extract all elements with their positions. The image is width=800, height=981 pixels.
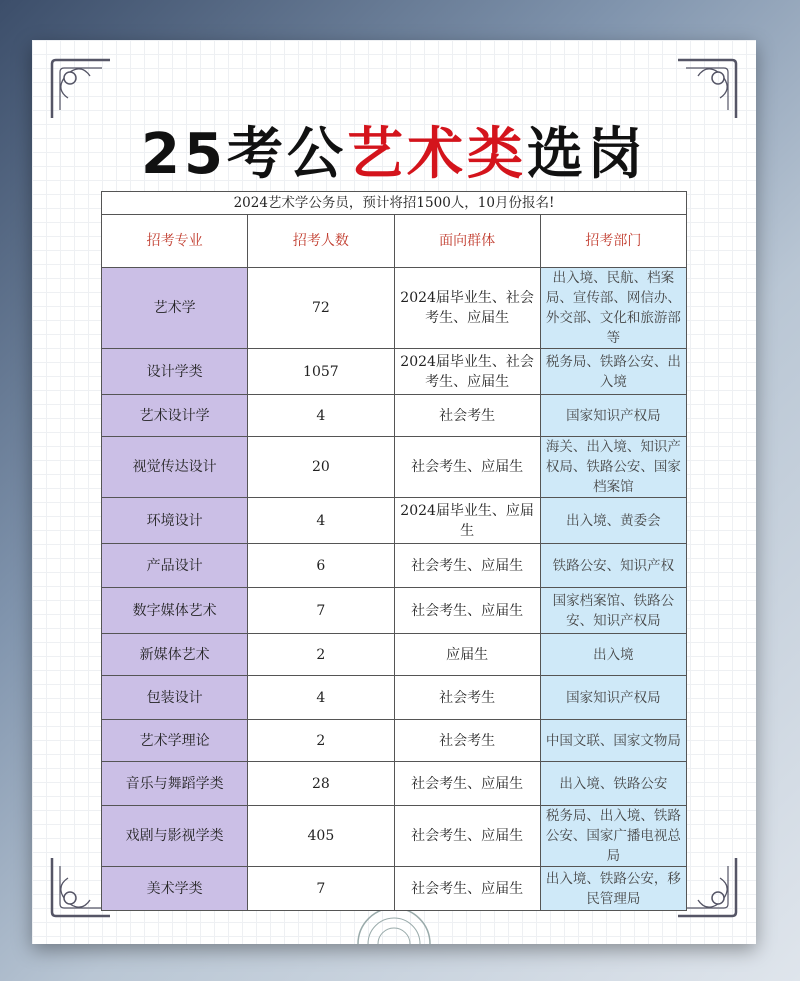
major-cell: 艺术学 <box>102 268 248 349</box>
count-cell: 4 <box>248 676 394 720</box>
table-header-row <box>102 215 687 268</box>
count-cell: 7 <box>248 867 394 911</box>
major-cell: 新媒体艺术 <box>102 634 248 676</box>
dept-cell: 中国文联、国家文物局 <box>540 720 686 762</box>
recruitment-table <box>101 191 687 911</box>
major-cell: 设计学类 <box>102 349 248 395</box>
major-cell: 美术学类 <box>102 867 248 911</box>
group-cell: 2024届毕业生、应届生 <box>394 498 540 544</box>
dept-cell: 海关、出入境、知识产权局、铁路公安、国家档案馆 <box>540 437 686 498</box>
count-cell: 20 <box>248 437 394 498</box>
group-cell: 社会考生、应届生 <box>394 762 540 806</box>
major-cell: 数字媒体艺术 <box>102 588 248 634</box>
dept-cell: 国家档案馆、铁路公安、知识产权局 <box>540 588 686 634</box>
dept-cell: 出入境、铁路公安 <box>540 762 686 806</box>
table-row <box>102 544 687 588</box>
dept-cell: 出入境 <box>540 634 686 676</box>
header-major: 招考专业 <box>102 215 248 268</box>
dept-cell: 税务局、出入境、铁路公安、国家广播电视总局 <box>540 806 686 867</box>
major-cell: 产品设计 <box>102 544 248 588</box>
table-row <box>102 349 687 395</box>
title-part-accent: 艺术类 <box>346 122 527 187</box>
dept-cell: 出入境、黄委会 <box>540 498 686 544</box>
group-cell: 社会考生 <box>394 676 540 720</box>
count-cell: 72 <box>248 268 394 349</box>
dept-cell: 国家知识产权局 <box>540 395 686 437</box>
major-cell: 环境设计 <box>102 498 248 544</box>
count-cell: 4 <box>248 498 394 544</box>
table-row <box>102 867 687 911</box>
group-cell: 社会考生 <box>394 720 540 762</box>
table-row <box>102 588 687 634</box>
group-cell: 社会考生、应届生 <box>394 806 540 867</box>
major-cell: 戏剧与影视学类 <box>102 806 248 867</box>
group-cell: 社会考生、应届生 <box>394 437 540 498</box>
table-row <box>102 498 687 544</box>
table-row <box>102 395 687 437</box>
header-dept: 招考部门 <box>540 215 686 268</box>
table-caption: 2024艺术学公务员，预计将招1500人，10月份报名! <box>102 192 687 215</box>
table-row <box>102 437 687 498</box>
count-cell: 6 <box>248 544 394 588</box>
dept-cell: 出入境、民航、档案局、宣传部、网信办、外交部、文化和旅游部等 <box>540 268 686 349</box>
table-row <box>102 268 687 349</box>
major-cell: 音乐与舞蹈学类 <box>102 762 248 806</box>
count-cell: 7 <box>248 588 394 634</box>
dept-cell: 国家知识产权局 <box>540 676 686 720</box>
table-row <box>102 634 687 676</box>
count-cell: 2 <box>248 634 394 676</box>
major-cell: 视觉传达设计 <box>102 437 248 498</box>
table-row <box>102 676 687 720</box>
table-row <box>102 720 687 762</box>
major-cell: 艺术设计学 <box>102 395 248 437</box>
count-cell: 2 <box>248 720 394 762</box>
document-card <box>32 40 756 944</box>
table-caption-row <box>102 192 687 215</box>
header-group: 面向群体 <box>394 215 540 268</box>
dept-cell: 铁路公安、知识产权 <box>540 544 686 588</box>
title-part-3: 选岗 <box>526 122 647 187</box>
table-row <box>102 762 687 806</box>
group-cell: 社会考生 <box>394 395 540 437</box>
group-cell: 社会考生、应届生 <box>394 544 540 588</box>
group-cell: 2024届毕业生、社会考生、应届生 <box>394 268 540 349</box>
count-cell: 28 <box>248 762 394 806</box>
group-cell: 应届生 <box>394 634 540 676</box>
group-cell: 2024届毕业生、社会考生、应届生 <box>394 349 540 395</box>
group-cell: 社会考生、应届生 <box>394 588 540 634</box>
header-count: 招考人数 <box>248 215 394 268</box>
dept-cell: 出入境、铁路公安，移民管理局 <box>540 867 686 911</box>
major-cell: 艺术学理论 <box>102 720 248 762</box>
group-cell: 社会考生、应届生 <box>394 867 540 911</box>
count-cell: 405 <box>248 806 394 867</box>
table-row <box>102 806 687 867</box>
major-cell: 包装设计 <box>102 676 248 720</box>
page-title <box>32 110 756 190</box>
dept-cell: 税务局、铁路公安、出入境 <box>540 349 686 395</box>
count-cell: 4 <box>248 395 394 437</box>
title-part-1: 25考公 <box>141 122 347 187</box>
count-cell: 1057 <box>248 349 394 395</box>
